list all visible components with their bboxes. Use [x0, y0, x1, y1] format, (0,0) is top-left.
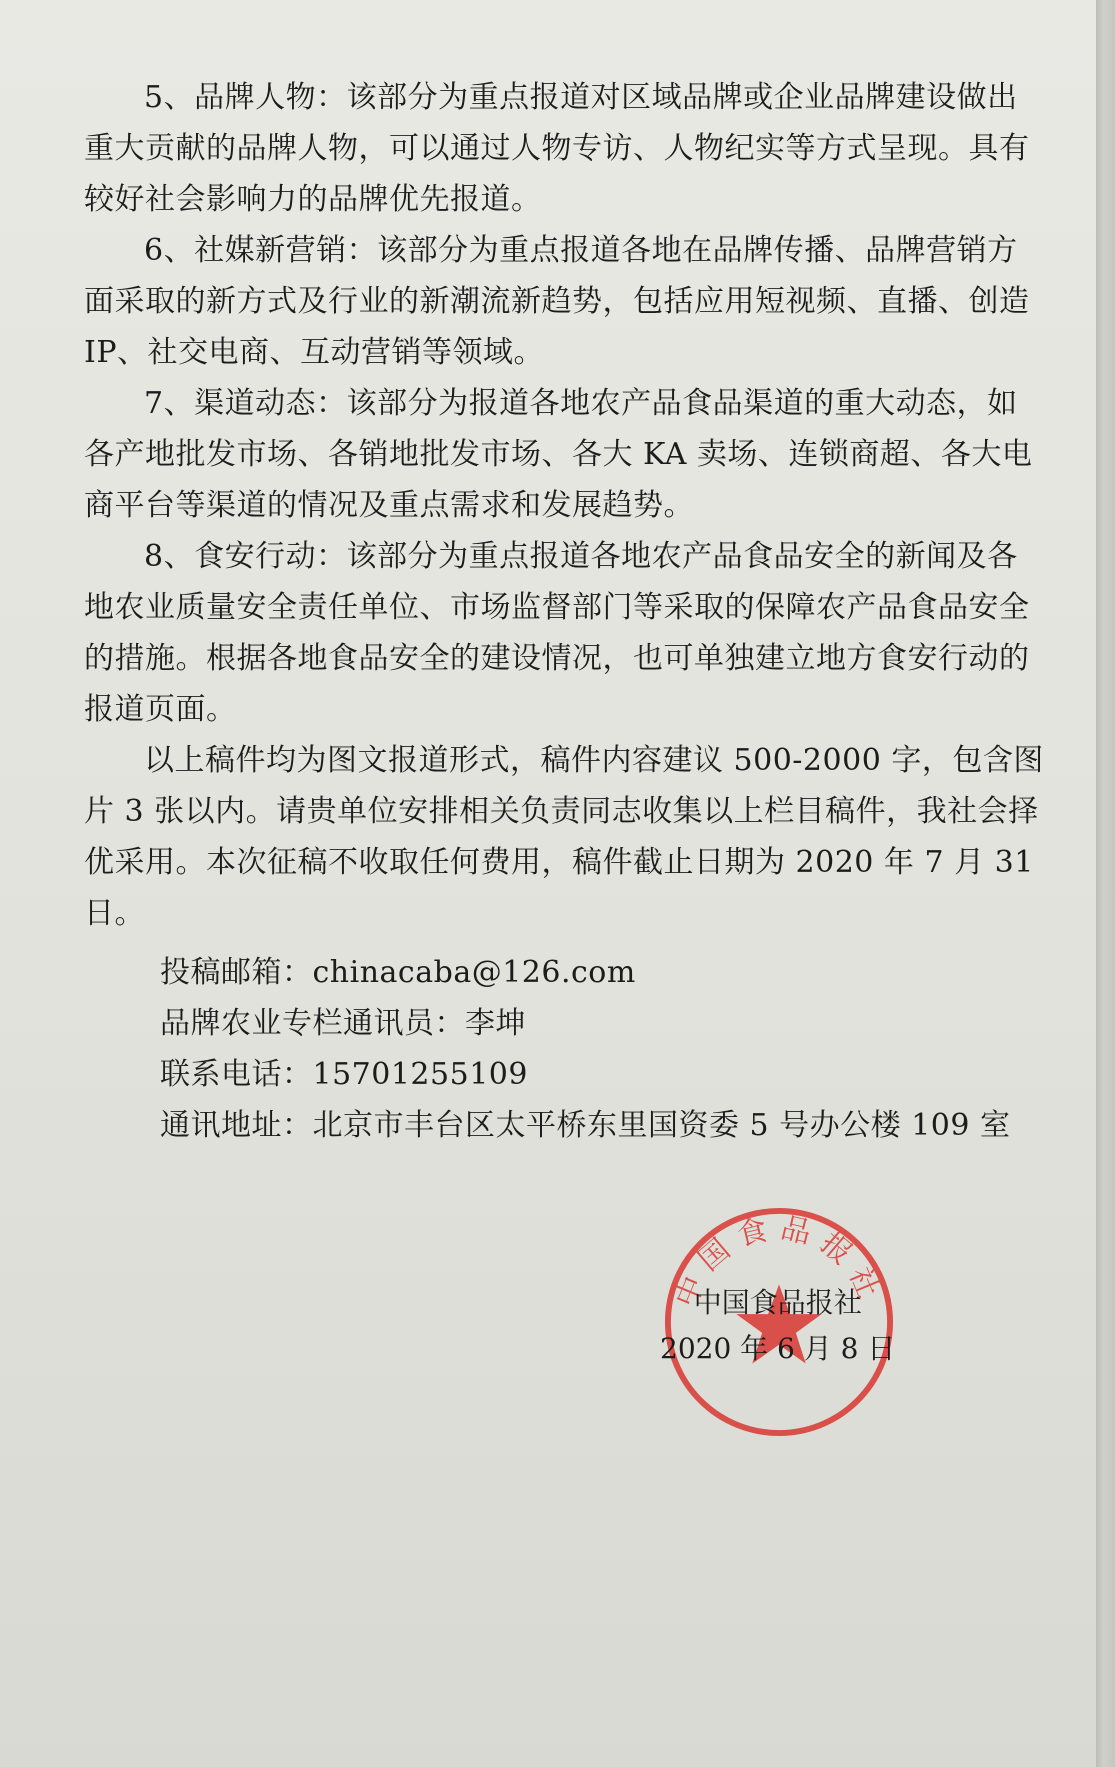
paragraph-channel-dynamics: 7、渠道动态：该部分为报道各地农产品食品渠道的重大动态，如各产地批发市场、各销地批发市场、各大 KA 卖场、连锁商超、各大电商平台等渠道的情况及重点需求和发展趋势。	[84, 386, 1033, 523]
paragraph-social-media-marketing: 6、社媒新营销：该部分为重点报道各地在品牌传播、品牌营销方面采取的新方式及行业的新潮流新趋势，包括应用短视频、直播、创造 IP、社交电商、互动营销等领域。	[84, 233, 1030, 370]
contact-address: 通讯地址：北京市丰台区太平桥东里国资委 5 号办公楼 109 室	[160, 1108, 1011, 1143]
contact-phone: 联系电话：15701255109	[160, 1057, 528, 1092]
paragraph-brand-figures: 5、品牌人物：该部分为重点报道对区域品牌或企业品牌建设做出重大贡献的品牌人物，可以通过人物专访、人物纪实等方式呈现。具有较好社会影响力的品牌优先报道。	[84, 80, 1030, 217]
paragraph-food-safety: 8、食安行动：该部分为重点报道各地农产品食品安全的新闻及各地农业质量安全责任单位、市场监督部门等采取的保障农产品食品安全的措施。根据各地食品安全的建设情况，也可单独建立地方食安行动的报道页面。	[84, 539, 1030, 727]
seal-text: 中国食品报社	[668, 1210, 890, 1313]
paragraph-submission-notes: 以上稿件均为图文报道形式，稿件内容建议 500-2000 字，包含图片 3 张以内。请贵单位安排相关负责同志收集以上栏目稿件，我社会择优采用。本次征稿不收取任何费用，稿件截止日期为 2020 年 7 月 31 日。	[84, 743, 1044, 931]
contact-block	[84, 947, 1044, 1151]
contact-correspondent: 品牌农业专栏通讯员：李坤	[160, 1006, 526, 1041]
signature-block	[660, 1280, 895, 1372]
signature-organization: 中国食品报社	[693, 1286, 862, 1319]
paper-edge-shadow	[1096, 0, 1115, 1767]
document-body	[84, 72, 1044, 1151]
signature-date: 2020 年 6 月 8 日	[660, 1332, 896, 1365]
contact-email: 投稿邮箱：chinacaba@126.com	[160, 955, 636, 990]
